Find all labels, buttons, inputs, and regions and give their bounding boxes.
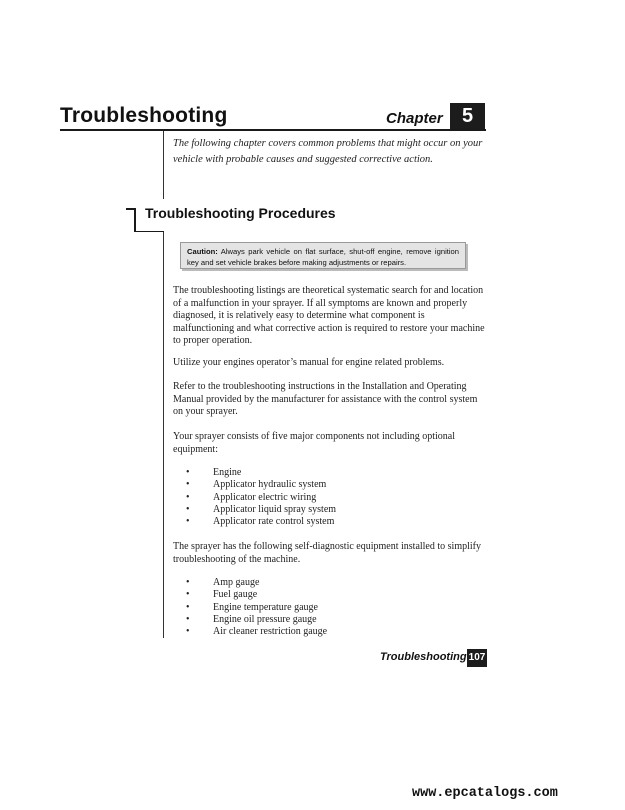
section-bracket-vertical [134, 208, 136, 232]
list-item [186, 516, 486, 528]
list-item [186, 589, 486, 601]
bullet-icon: • [186, 626, 190, 638]
chapter-divider [60, 129, 486, 131]
components-list [186, 467, 486, 528]
paragraph-control-system: Refer to the troubleshooting instructions in the Installation and Operating Manual provided by the manufacturer for assistance with the control system on your sprayer. [173, 381, 478, 418]
bullet-icon: • [186, 589, 190, 601]
list-item-text: Engine oil pressure gauge [213, 613, 317, 625]
page-number-badge: 107 [467, 649, 487, 667]
chapter-label: Chapter [386, 110, 443, 127]
list-item-text: Air cleaner restriction gauge [213, 626, 328, 638]
bullet-icon: • [186, 516, 190, 528]
paragraph-engine-manual: Utilize your engines operator’s manual for engine related problems. [173, 357, 445, 368]
watermark-url: www.epcatalogs.com [412, 786, 558, 801]
bullet-icon: • [186, 491, 190, 503]
caution-text: Always park vehicle on flat surface, shut-off engine, remove ignition key and set vehicle brakes before making adjustments or repairs. [187, 247, 459, 267]
bullet-icon: • [186, 479, 190, 491]
list-item [186, 577, 486, 589]
list-item-text: Applicator electric wiring [213, 491, 317, 503]
bullet-icon: • [186, 601, 190, 613]
list-item [186, 467, 486, 479]
list-item-text: Applicator liquid spray system [213, 503, 337, 515]
footer-section-label: Troubleshooting [380, 651, 467, 663]
list-item [186, 614, 486, 626]
diagnostics-list [186, 577, 486, 638]
list-item [186, 504, 486, 516]
margin-rule-main [163, 232, 164, 638]
caution-box [180, 242, 466, 269]
list-item-text: Fuel gauge [213, 589, 258, 601]
chapter-title: Troubleshooting [60, 104, 228, 127]
list-item-text: Engine temperature gauge [213, 601, 318, 613]
bullet-icon: • [186, 467, 190, 478]
list-item [186, 479, 486, 491]
bullet-icon: • [186, 613, 190, 625]
bullet-icon: • [186, 503, 190, 515]
list-item-text: Applicator rate control system [213, 516, 335, 528]
margin-rule-top [163, 131, 164, 199]
section-heading: Troubleshooting Procedures [145, 205, 336, 221]
list-item-text: Amp gauge [213, 577, 260, 588]
chapter-intro: The following chapter covers common problems that might occur on your vehicle with probable causes and suggested corrective action. [173, 138, 483, 165]
list-item [186, 492, 486, 504]
chapter-number-badge: 5 [450, 103, 485, 130]
paragraph-overview: The troubleshooting listings are theoretical systematic search for and location of a malfunction in your sprayer. If all symptoms are known and properly diagnosed, it is relatively easy to determine what component is malfunctioning and what corrective action is required to restore your machine to proper operation. [173, 285, 485, 347]
paragraph-diagnostics-intro: The sprayer has the following self-diagnostic equipment installed to simplify troubleshooting of the machine. [173, 541, 481, 565]
list-item-text: Engine [213, 467, 242, 478]
bullet-icon: • [186, 577, 190, 588]
list-item [186, 626, 486, 638]
list-item-text: Applicator hydraulic system [213, 479, 327, 491]
list-item [186, 602, 486, 614]
paragraph-components-intro: Your sprayer consists of five major components not including optional equipment: [173, 431, 456, 455]
caution-label: Caution: [187, 247, 218, 256]
section-bracket-bottom [134, 231, 164, 232]
